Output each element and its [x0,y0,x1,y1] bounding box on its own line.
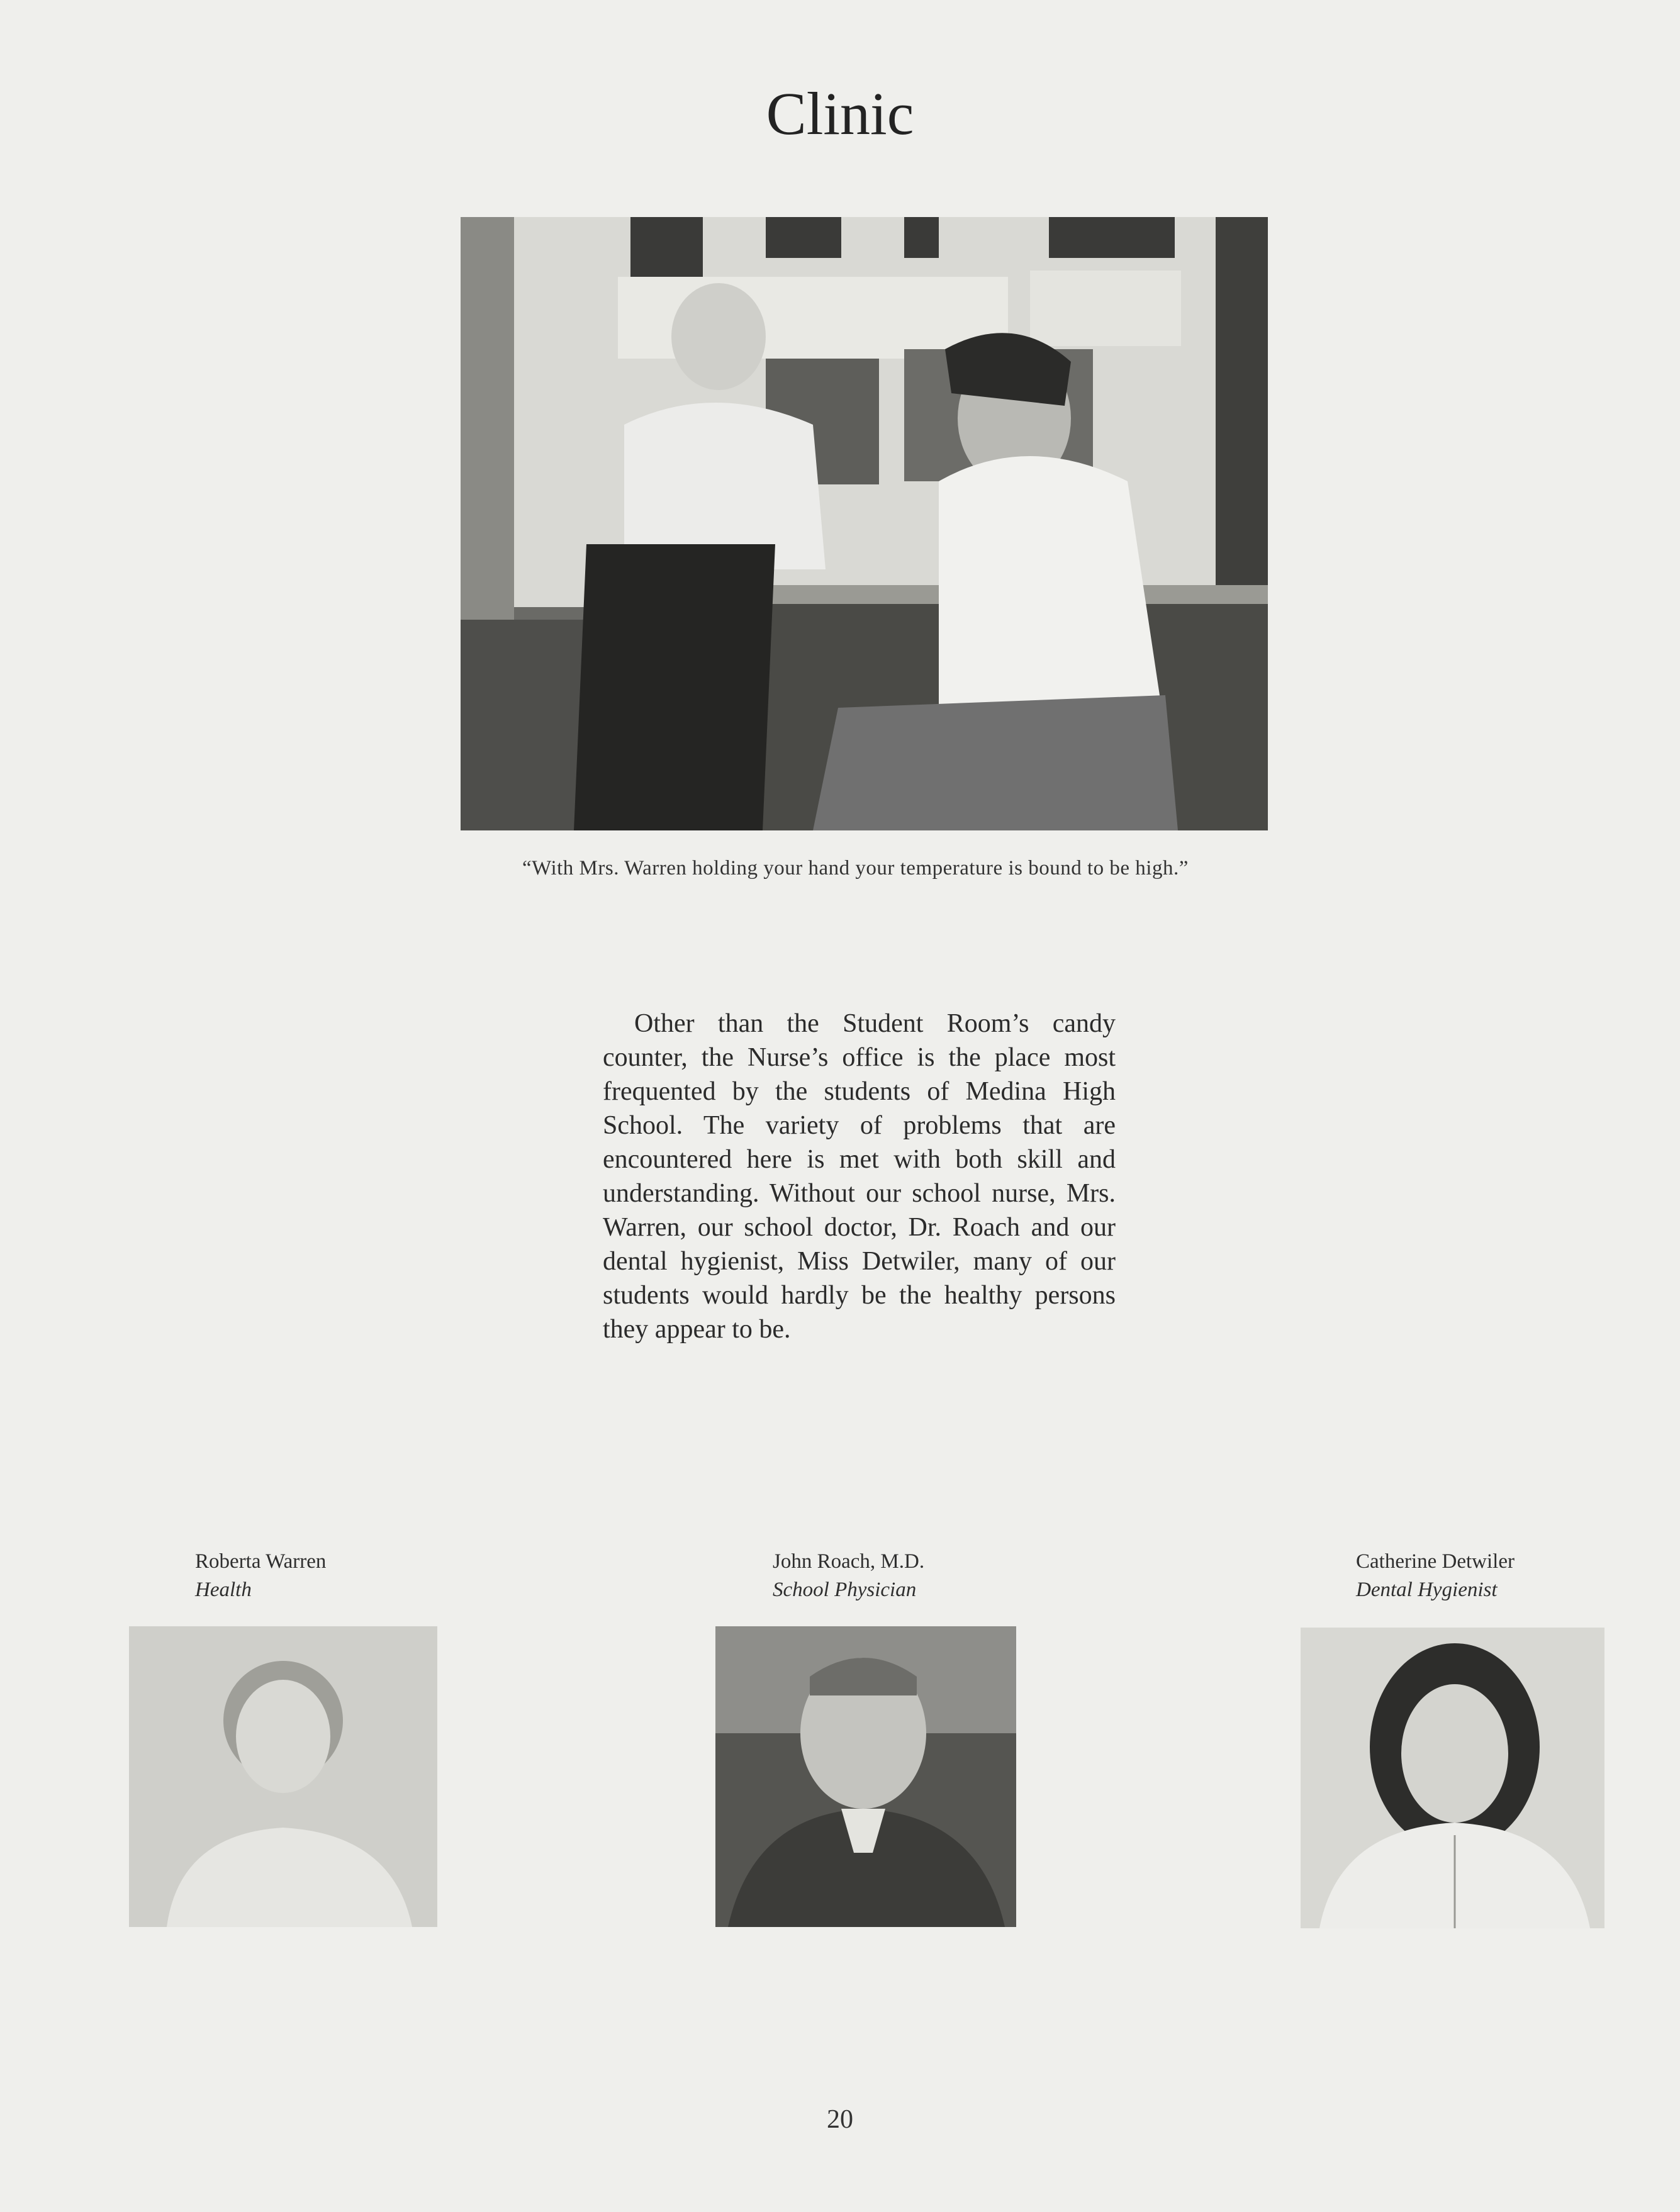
staff-name: Catherine Detwiler [1356,1550,1515,1573]
staff-name: Roberta Warren [195,1550,327,1573]
clinic-photo [461,217,1268,830]
staff-label-warren [195,1548,326,1604]
photo-caption: “With Mrs. Warren holding your hand your temperature is bound to be high.” [522,857,1189,880]
portrait-roach [715,1626,1016,1927]
staff-role: School Physician [773,1578,917,1601]
body-paragraph: Other than the Student Room’s candy counter, the Nurse’s office is the place most frequented by the students of Medina High School. The variety of problems that are encountered here is met with both skill and understanding. Without our school nurse, Mrs. Warren, our school doctor, Dr. Roach and our dental hygienist, Miss Detwiler, many of our students would hardly be the healthy persons they appear to be. [603,1009,1116,1344]
portrait-detwiler [1301,1628,1604,1928]
page-title: Clinic [766,80,914,147]
portrait-warren [129,1626,437,1927]
staff-role: Dental Hygienist [1356,1578,1498,1601]
staff-role: Health [195,1578,252,1601]
page-number: 20 [827,2105,853,2134]
staff-label-detwiler [1356,1548,1515,1604]
staff-label-roach [773,1548,924,1604]
staff-name: John Roach, M.D. [773,1550,925,1573]
